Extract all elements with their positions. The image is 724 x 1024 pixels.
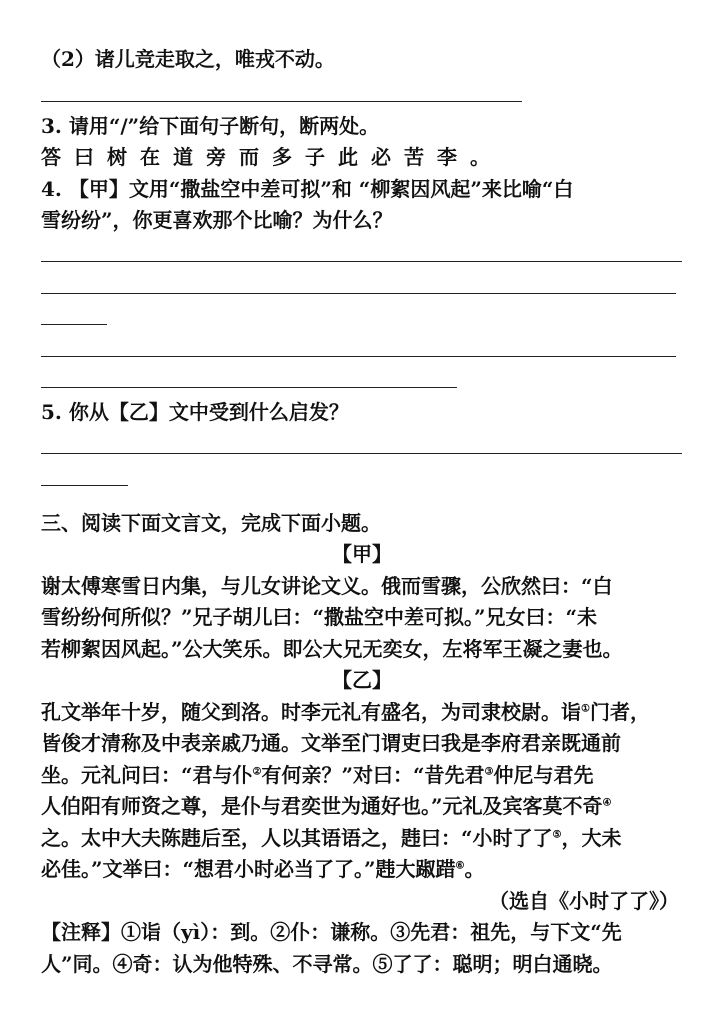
answer-line xyxy=(41,293,676,294)
notes-line: 【注释】①诣（yì）：到。②仆：谦称。③先君：祖先，与下文“先 xyxy=(41,920,622,944)
passage-yi-line: 坐。元礼问曰：“君与仆②有何亲？”对曰：“昔先君③仲尼与君先 xyxy=(41,763,594,787)
footnote-marker: ① xyxy=(581,703,590,715)
q2-item: （2）诸儿竞走取之，唯戎不动。 xyxy=(41,47,335,71)
footnote-marker: ⑥ xyxy=(455,860,465,872)
passage-yi-line: 皆俊才清称及中表亲戚乃通。文举至门谓吏曰我是李府君亲既通前 xyxy=(41,731,621,755)
passage-jia-label: 【甲】 xyxy=(332,542,392,566)
answer-line xyxy=(41,324,107,325)
passage-jia-line: 雪纷纷何所似？”兄子胡儿曰：“撒盐空中差可拟。”兄女曰：“未 xyxy=(41,605,598,629)
answer-line xyxy=(41,485,128,486)
footnote-marker: ③ xyxy=(484,766,494,778)
q3-sentence: 答曰树在道旁而多子此必苦李。 xyxy=(41,145,503,169)
notes-line: 人”同。④奇：认为他特殊、不寻常。⑤了了：聪明；明白通晓。 xyxy=(41,952,613,976)
q4-question-line2: 雪纷纷”，你更喜欢那个比喻？为什么？ xyxy=(41,208,393,232)
passage-jia-line: 若柳絮因风起。”公大笑乐。即公大兄无奕女，左将军王凝之妻也。 xyxy=(41,637,623,661)
passage-yi-line: 必佳。”文举曰：“想君小时必当了了。”韪大踧踖⑥。 xyxy=(41,857,485,881)
answer-line xyxy=(41,387,457,388)
answer-line xyxy=(41,453,682,454)
q3-question: 3. 请用“/”给下面句子断句，断两处。 xyxy=(41,114,380,138)
q4-question-line1: 4. 【甲】文用“撒盐空中差可拟”和 “柳絮因风起”来比喻“白 xyxy=(41,177,574,201)
section-title: 三、阅读下面文言文，完成下面小题。 xyxy=(41,511,381,535)
footnote-marker: ⑤ xyxy=(552,829,562,841)
q5-question: 5. 你从【乙】文中受到什么启发？ xyxy=(41,400,349,424)
passage-jia-line: 谢太傅寒雪日内集，与儿女讲论文义。俄而雪骤，公欣然曰：“白 xyxy=(41,574,613,598)
answer-line xyxy=(41,101,522,102)
footnote-marker: ④ xyxy=(602,797,612,809)
answer-line xyxy=(41,261,682,262)
source-citation: （选自《小时了了》） xyxy=(489,889,679,913)
passage-yi-label: 【乙】 xyxy=(332,668,392,692)
passage-yi-line: 之。太中大夫陈韪后至，人以其语语之，韪曰：“小时了了⑤，大未 xyxy=(41,826,622,850)
passage-yi-line: 孔文举年十岁，随父到洛。时李元礼有盛名，为司隶校尉。诣①门者， xyxy=(41,700,650,724)
answer-line xyxy=(41,356,676,357)
footnote-marker: ② xyxy=(252,766,262,778)
passage-yi-line: 人伯阳有师资之尊，是仆与君奕世为通好也。”元礼及宾客莫不奇④ xyxy=(41,794,612,818)
